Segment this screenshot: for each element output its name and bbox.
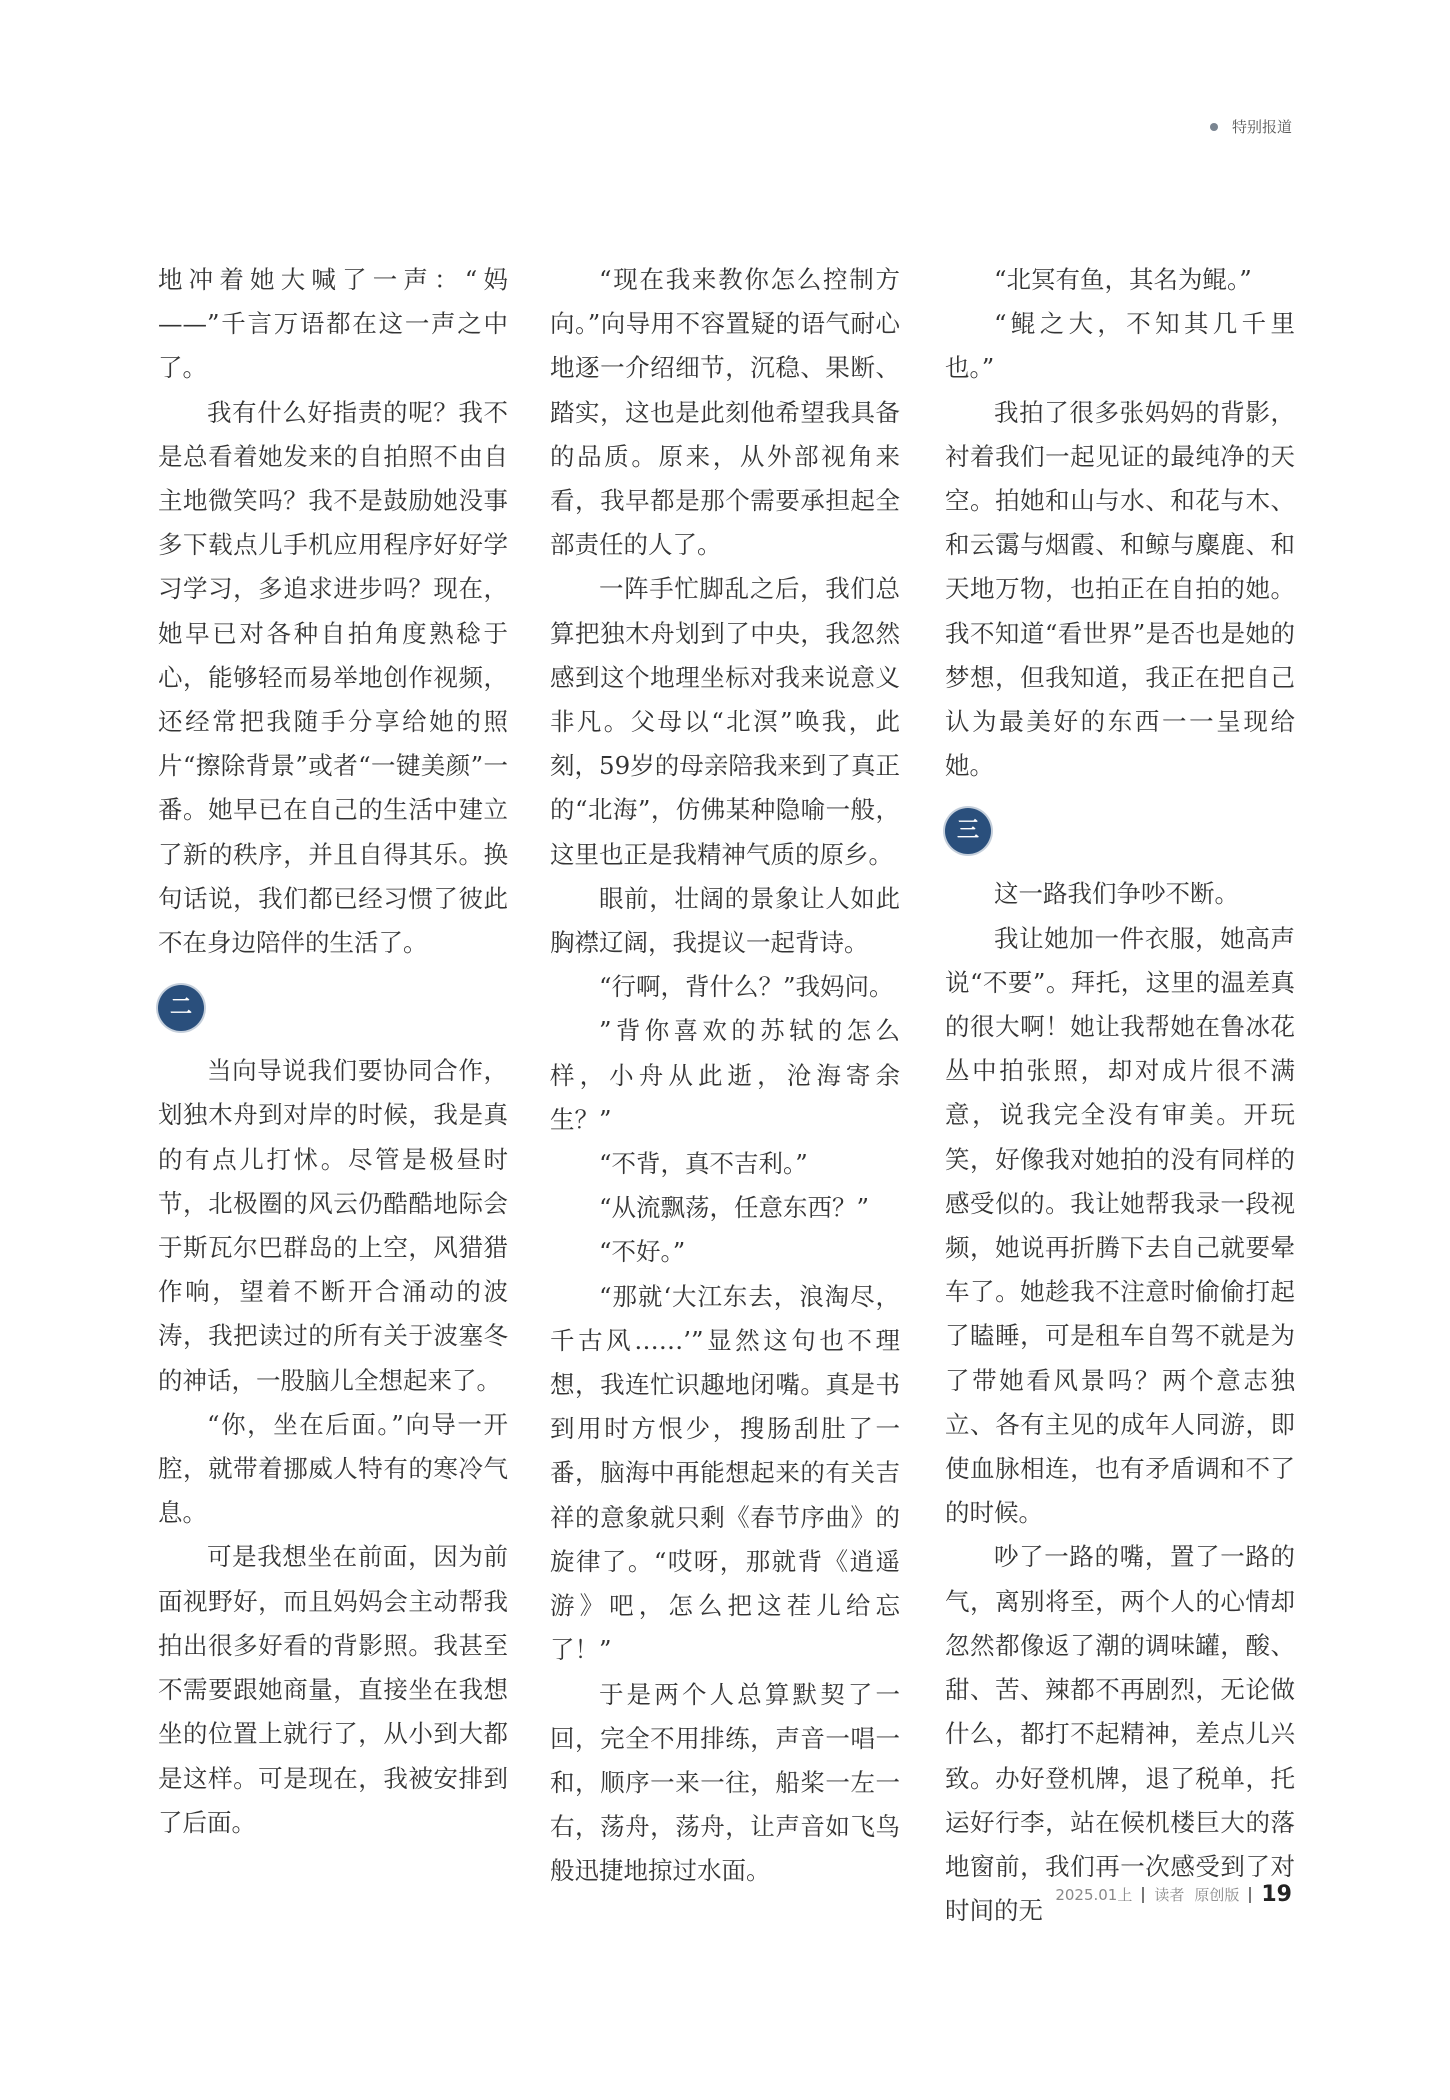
paragraph: 这一路我们争吵不断。 [994,879,1239,909]
section-number-badge: 二 [158,985,204,1031]
section-title: 特别报道 [1231,118,1292,136]
paragraph: 可是我想坐在前面，因为前面视野好，而且妈妈会主动帮我拍出很多好看的背影照。我甚至不需要跟她商量，直接坐在我想坐的位置上就行了，从小到大都是这样。可是现在，我被安排到了后面。 [158,1542,508,1837]
footer-separator [1249,1887,1251,1903]
page-footer [1055,1882,1292,1907]
magazine-name: 读者 [1154,1886,1185,1904]
paragraph: “北冥有鱼，其名为鲲。” [994,265,1252,294]
paragraph: 于是两个人总算默契了一回，完全不用排练，声音一唱一和，顺序一来一往，船桨一左一右，荡舟，荡舟，让声音如飞鸟般迅捷地掠过水面。 [550,1679,900,1886]
footer-separator [1142,1887,1144,1903]
paragraph: 我有什么好指责的呢？我不是总看着她发来的自拍照不由自主地微笑吗？我不是鼓励她没事多下载点儿手机应用程序好好学习学习，多追求进步吗？现在，她早已对各种自拍角度熟稔于心，能够轻而易举地创作视频，还经常把我随手分享给她的照片“擦除背景”或者“一键美颜”一番。她早已在自己的生活中建立了新的秩序，并且自得其乐。换句话说，我们都已经习惯了彼此不在身边陪伴的生活了。 [158,397,508,958]
paragraph: 我让她加一件衣服，她高声说“不要”。拜托，这里的温差真的很大啊！她让我帮她在鲁冰花丛中拍张照，却对成片很不满意，说我完全没有审美。开玩笑，好像我对她拍的没有同样的感受似的。我让她帮我录一段视频，她说再折腾下去自己就要晕车了。她趁我不注意时偷偷打起了瞌睡，可是租车自驾不就是为了带她看风景吗？两个意志独立、各有主见的成年人同游，即使血脉相连，也有矛盾调和不了的时候。 [945,923,1295,1528]
paragraph: 地冲着她大喊了一声：“妈——”千言万语都在这一声之中了。 [158,265,508,383]
section-number-badge: 三 [945,808,991,854]
page-header [1210,116,1292,137]
column-1 [158,258,508,1845]
column-3 [945,258,1295,1933]
edition-name: 原创版 [1194,1886,1240,1904]
paragraph: ”背你喜欢的苏轼的怎么样，小舟从此逝，沧海寄余生？” [550,1016,900,1134]
page-number: 19 [1261,1882,1292,1907]
paragraph: “不好。” [599,1237,686,1267]
paragraph: 我拍了很多张妈妈的背影，衬着我们一起见证的最纯净的天空。拍她和山与水、和花与木、和云霭与烟霞、和鲸与麋鹿、和天地万物，也拍正在自拍的她。我不知道“看世界”是否也是她的梦想，但我知道，我正在把自己认为最美好的东西一一呈现给她。 [945,397,1295,781]
column-2 [550,258,900,1894]
paragraph: “那就‘大江东去，浪淘尽，千古风……’”显然这句也不理想，我连忙识趣地闭嘴。真是书到用时方恨少，搜肠刮肚了一番，脑海中再能想起来的有关吉祥的意象就只剩《春节序曲》的旋律了。“哎呀，那就背《逍遥游》吧，怎么把这茬儿给忘了！” [550,1281,900,1665]
section-dot-icon [1210,123,1218,131]
paragraph: “鲲之大，不知其几千里也。” [945,309,1295,383]
paragraph: “不背，真不吉利。” [599,1149,808,1179]
paragraph: “从流飘荡，任意东西？” [599,1193,870,1223]
paragraph: “现在我来教你怎么控制方向。”向导用不容置疑的语气耐心地逐一介绍细节，沉稳、果断、踏实，这也是此刻他希望我具备的品质。原来，从外部视角来看，我早都是那个需要承担起全部责任的人了。 [550,265,900,560]
paragraph: 当向导说我们要协同合作，划独木舟到对岸的时候，我是真的有点儿打怵。尽管是极昼时节，北极圈的风云仍酷酷地际会于斯瓦尔巴群岛的上空，风猎猎作响，望着不断开合涌动的波涛，我把读过的所有关于波塞冬的神话，一股脑儿全想起来了。 [158,1056,508,1395]
paragraph: 一阵手忙脚乱之后，我们总算把独木舟划到了中央，我忽然感到这个地理坐标对我来说意义非凡。父母以“北溟”唤我，此刻，59岁的母亲陪我来到了真正的“北海”，仿佛某种隐喻一般，这里也正是我精神气质的原乡。 [550,574,900,869]
paragraph: 眼前，壮阔的景象让人如此胸襟辽阔，我提议一起背诗。 [550,883,900,958]
issue-date: 2025.01上 [1055,1886,1133,1904]
paragraph: “行啊，背什么？”我妈问。 [599,972,894,1002]
paragraph: “你，坐在后面。”向导一开腔，就带着挪威人特有的寒冷气息。 [158,1409,508,1528]
paragraph: 吵了一路的嘴，置了一路的气，离别将至，两个人的心情却忽然都像返了潮的调味罐，酸、甜、苦、辣都不再剧烈，无论做什么，都打不起精神，差点儿兴致。办好登机牌，退了税单，托运好行李，站在候机楼巨大的落地窗前，我们再一次感受到了对时间的无 [945,1542,1295,1926]
